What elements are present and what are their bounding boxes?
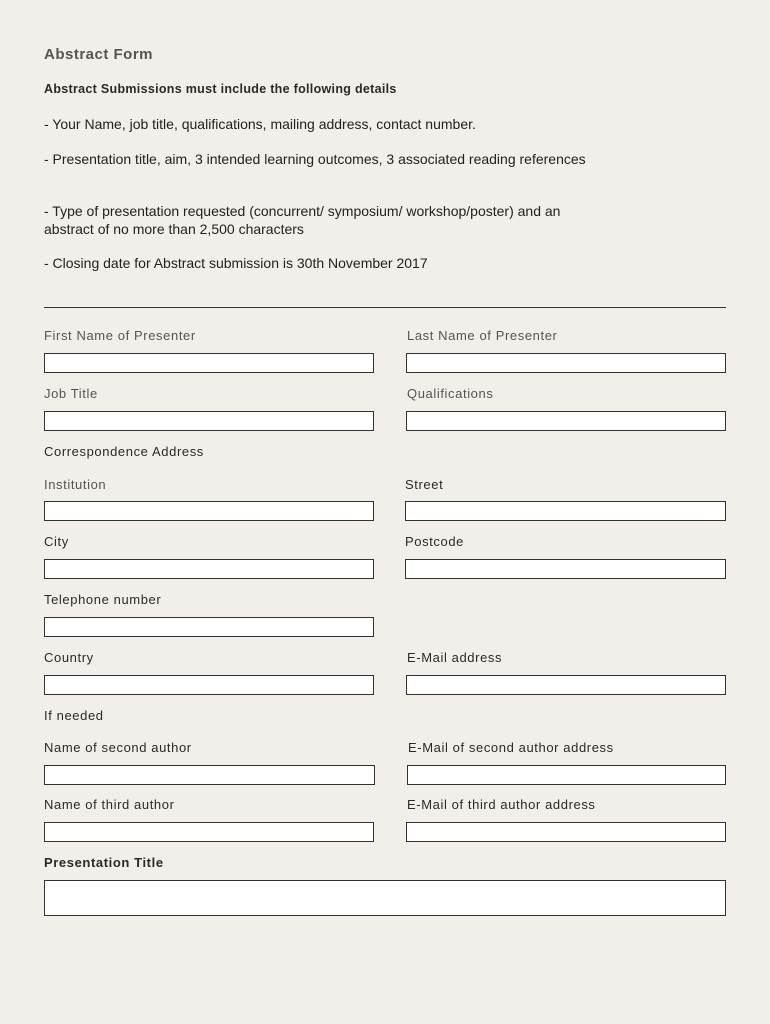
second-author-name-input[interactable]	[44, 765, 375, 785]
email-label: E-Mail address	[407, 650, 503, 665]
third-author-email-input[interactable]	[406, 822, 726, 842]
presentation-title-label: Presentation Title	[44, 855, 164, 870]
requirement-item: - Type of presentation requested (concurrent/ symposium/ workshop/poster) and an abstract of no more than 2,500 characters	[44, 203, 561, 237]
second-author-name-label: Name of second author	[44, 740, 192, 755]
requirements-subheading: Abstract Submissions must include the following details	[44, 82, 397, 96]
street-input[interactable]	[405, 501, 726, 521]
third-author-name-input[interactable]	[44, 822, 374, 842]
telephone-input[interactable]	[44, 617, 374, 637]
city-label: City	[44, 534, 69, 549]
country-input[interactable]	[44, 675, 374, 695]
postcode-input[interactable]	[405, 559, 726, 579]
correspondence-heading: Correspondence Address	[44, 444, 204, 459]
postcode-label: Postcode	[405, 534, 465, 549]
requirement-item: - Closing date for Abstract submission is 30th November 2017	[44, 255, 428, 271]
form-title: Abstract Form	[44, 46, 154, 63]
third-author-name-label: Name of third author	[44, 797, 175, 812]
email-input[interactable]	[406, 675, 726, 695]
third-author-email-label: E-Mail of third author address	[407, 797, 596, 812]
institution-label: Institution	[44, 477, 107, 492]
country-label: Country	[44, 650, 94, 665]
first-name-input[interactable]	[44, 353, 374, 373]
if-needed-label: If needed	[44, 708, 104, 723]
street-label: Street	[405, 477, 444, 492]
first-name-label: First Name of Presenter	[44, 328, 196, 343]
job-title-label: Job Title	[44, 386, 98, 401]
qualifications-label: Qualifications	[407, 386, 494, 401]
city-input[interactable]	[44, 559, 374, 579]
job-title-input[interactable]	[44, 411, 374, 431]
qualifications-input[interactable]	[406, 411, 726, 431]
last-name-input[interactable]	[406, 353, 726, 373]
telephone-label: Telephone number	[44, 592, 162, 607]
presentation-title-input[interactable]	[44, 880, 726, 916]
requirement-item: - Your Name, job title, qualifications, mailing address, contact number.	[44, 116, 476, 132]
second-author-email-input[interactable]	[407, 765, 726, 785]
last-name-label: Last Name of Presenter	[407, 328, 558, 343]
requirement-item: - Presentation title, aim, 3 intended learning outcomes, 3 associated reading references	[44, 151, 586, 167]
second-author-email-label: E-Mail of second author address	[408, 740, 614, 755]
section-divider	[44, 307, 726, 308]
institution-input[interactable]	[44, 501, 374, 521]
